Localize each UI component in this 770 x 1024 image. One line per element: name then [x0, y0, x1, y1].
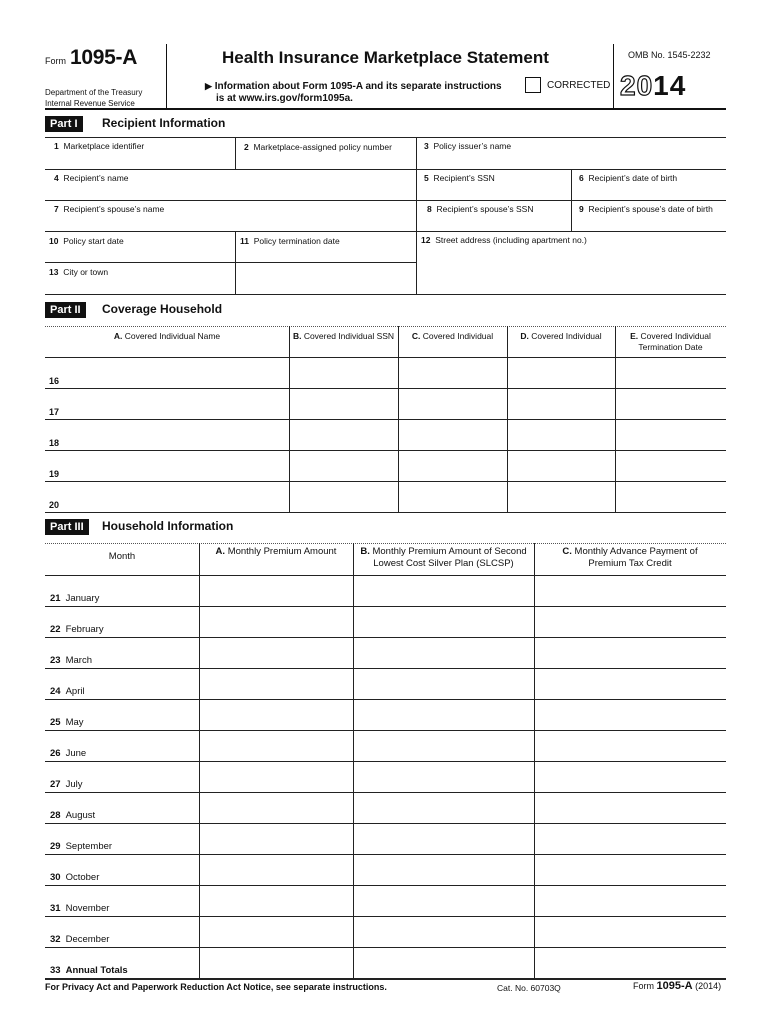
field-num: 1 [54, 141, 59, 151]
field-marketplace-identifier[interactable] [54, 141, 144, 151]
p3-top-rule [45, 543, 726, 544]
month-name: February [65, 624, 104, 635]
p2-row-num: 17 [49, 407, 60, 417]
p3-row-rule [45, 730, 726, 731]
p2-row-rule [45, 481, 726, 482]
p2-row-rule [45, 512, 726, 513]
col-letter: E. [630, 331, 639, 341]
field-num: 12 [421, 235, 431, 245]
month-row-annual-totals [50, 965, 128, 976]
p3-col-a [199, 546, 353, 558]
col-letter: C. [562, 546, 572, 557]
p3-row-rule [45, 947, 726, 948]
col-letter: A. [215, 546, 226, 557]
p3-bottom-rule [45, 978, 726, 980]
tax-year [620, 70, 686, 102]
catalog-number: Cat. No. 60703Q [497, 983, 561, 993]
p3-row-rule [45, 637, 726, 638]
field-label: City or town [63, 267, 109, 277]
field-num: 7 [54, 204, 59, 214]
field-spouse-name[interactable] [54, 204, 164, 214]
col-label2: Premium Tax Credit [588, 558, 672, 569]
row-num: 24 [50, 686, 61, 697]
row-num: 32 [50, 934, 61, 945]
field-spouse-ssn[interactable] [427, 204, 533, 214]
field-spouse-dob[interactable] [579, 204, 713, 214]
col-label: Monthly Advance Payment of [574, 546, 698, 557]
field-recipient-ssn[interactable] [424, 173, 495, 183]
month-name: May [65, 717, 84, 728]
row-num: 27 [50, 779, 61, 790]
col-label: Covered Individual [640, 331, 711, 341]
p2-col-b [289, 331, 398, 342]
p3-head-rule [45, 575, 726, 576]
month-row-june [50, 748, 86, 759]
info-line1: Information about Form 1095-A and its separate instructions [214, 81, 502, 92]
col-label: Monthly Premium Amount of Second [372, 546, 527, 557]
info-line2: is at www.irs.gov/form1095a. [216, 93, 353, 104]
corrected-checkbox[interactable] [525, 77, 541, 93]
form-word: Form [45, 56, 66, 66]
field-num: 3 [424, 141, 429, 151]
field-label: Policy termination date [253, 236, 340, 246]
field-policy-termination[interactable] [240, 236, 340, 246]
p1-rule [45, 200, 726, 201]
p1-rule [45, 262, 416, 263]
col-label2: Lowest Cost Silver Plan (SLCSP) [373, 558, 514, 569]
p3-col-month: Month [108, 551, 136, 562]
col-letter: C. [411, 331, 421, 341]
field-label: Recipient’s spouse’s date of birth [588, 204, 713, 214]
corrected-label: CORRECTED [547, 80, 611, 91]
footer-form-word: Form [633, 981, 654, 991]
p2-col-d [507, 331, 615, 342]
month-row-march [50, 655, 92, 666]
part1-title: Recipient Information [102, 116, 226, 130]
form-title: Health Insurance Marketplace Statement [222, 48, 549, 67]
p3-row-rule [45, 606, 726, 607]
month-name: April [65, 686, 85, 697]
part2-badge: Part II [45, 302, 86, 318]
p2-head-rule [45, 357, 726, 358]
omb-number: OMB No. 1545-2232 [628, 50, 711, 60]
row-num: 31 [50, 903, 61, 914]
col-label: Monthly Premium Amount [227, 546, 337, 557]
month-name: March [65, 655, 92, 666]
month-row-august [50, 810, 95, 821]
privacy-notice: For Privacy Act and Paperwork Reduction Act Notice, see separate instructions. [45, 982, 387, 992]
p1-divider [416, 137, 417, 294]
month-row-february [50, 624, 104, 635]
p1-divider [235, 231, 236, 294]
p3-row-rule [45, 916, 726, 917]
field-label: Marketplace-assigned policy number [253, 142, 392, 152]
p3-row-rule [45, 792, 726, 793]
row-num: 26 [50, 748, 61, 759]
month-row-july [50, 779, 82, 790]
field-num: 8 [427, 204, 432, 214]
field-num: 2 [244, 142, 249, 152]
arrow-right-icon: ▶ [205, 81, 212, 91]
field-street-address[interactable] [421, 235, 587, 245]
p3-row-rule [45, 854, 726, 855]
p1-rule [45, 294, 726, 295]
row-num: 29 [50, 841, 61, 852]
part3-badge: Part III [45, 519, 89, 535]
p3-col-c [534, 546, 726, 570]
field-num: 10 [49, 236, 59, 246]
field-recipient-name[interactable] [54, 173, 129, 183]
field-num: 4 [54, 173, 59, 183]
field-label: Recipient’s spouse’s SSN [436, 204, 534, 214]
instructions-info [205, 80, 525, 105]
form-number: 1095-A [70, 46, 138, 69]
field-label: Recipient’s date of birth [588, 173, 678, 183]
p1-rule [45, 137, 726, 138]
month-name: November [65, 903, 110, 914]
col-letter: A. [113, 331, 123, 341]
month-name: October [65, 872, 100, 883]
part2-title: Coverage Household [102, 302, 223, 316]
p1-divider [235, 137, 236, 169]
field-policy-number[interactable] [244, 142, 392, 152]
col-label: Covered Individual [422, 331, 494, 341]
footer-form-id [633, 980, 721, 992]
p1-rule [45, 169, 726, 170]
header-divider-right [613, 44, 614, 108]
row-num: 30 [50, 872, 61, 883]
p2-top-rule [45, 326, 726, 327]
month-name: January [65, 593, 100, 604]
month-row-october [50, 872, 99, 883]
field-policy-start[interactable] [49, 236, 124, 246]
field-label: Recipient’s name [63, 173, 129, 183]
month-row-may [50, 717, 84, 728]
p3-row-rule [45, 668, 726, 669]
month-name: Annual Totals [65, 965, 128, 976]
part3-title: Household Information [102, 519, 234, 533]
p2-row-rule [45, 450, 726, 451]
field-label: Street address (including apartment no.) [435, 235, 587, 245]
p3-row-rule [45, 823, 726, 824]
month-name: July [65, 779, 83, 790]
col-letter: B. [292, 331, 302, 341]
col-label: Covered Individual SSN [303, 331, 395, 341]
p3-row-rule [45, 761, 726, 762]
field-num: 9 [579, 204, 584, 214]
department [45, 87, 165, 109]
field-num: 5 [424, 173, 429, 183]
field-label: Policy start date [63, 236, 124, 246]
field-label: Recipient’s spouse’s name [63, 204, 165, 214]
p2-row-num: 16 [49, 376, 60, 386]
department-line2: Internal Revenue Service [45, 99, 135, 108]
p2-row-rule [45, 388, 726, 389]
field-city[interactable] [49, 267, 108, 277]
tax-year-outline: 20 [620, 70, 654, 101]
p2-row-num: 20 [49, 500, 60, 510]
month-row-november [50, 903, 109, 914]
month-row-january [50, 593, 99, 604]
field-label: Marketplace identifier [63, 141, 145, 151]
month-row-december [50, 934, 109, 945]
month-row-april [50, 686, 85, 697]
field-label: Recipient’s SSN [433, 173, 495, 183]
row-num: 22 [50, 624, 61, 635]
p3-row-rule [45, 699, 726, 700]
col-letter: B. [360, 546, 370, 557]
field-recipient-dob[interactable] [579, 173, 677, 183]
p1-divider [571, 169, 572, 231]
p2-row-num: 19 [49, 469, 60, 479]
p1-rule [45, 231, 726, 232]
month-row-september [50, 841, 112, 852]
footer-form-year: (2014) [695, 981, 722, 991]
header-divider-left [166, 44, 167, 108]
row-num: 21 [50, 593, 61, 604]
field-policy-issuer[interactable] [424, 141, 511, 151]
department-line1: Department of the Treasury [45, 88, 143, 97]
p2-row-num: 18 [49, 438, 60, 448]
month-name: September [65, 841, 113, 852]
col-label2: Termination Date [638, 342, 703, 352]
tax-year-bold: 14 [653, 70, 687, 101]
month-name: June [65, 748, 87, 759]
field-num: 11 [240, 236, 249, 246]
field-label: Policy issuer’s name [433, 141, 512, 151]
footer-form-number: 1095-A [656, 980, 693, 992]
part1-badge: Part I [45, 116, 83, 132]
col-letter: D. [520, 331, 529, 341]
row-num: 33 [50, 965, 61, 976]
field-num: 13 [49, 267, 59, 277]
p2-col-c [398, 331, 507, 342]
col-label: Covered Individual Name [124, 331, 221, 341]
p2-col-e [615, 331, 726, 353]
p3-col-b [353, 546, 534, 570]
month-name: December [65, 934, 110, 945]
p3-row-rule [45, 885, 726, 886]
month-name: August [65, 810, 96, 821]
p2-col-a [45, 331, 289, 342]
row-num: 23 [50, 655, 61, 666]
row-num: 28 [50, 810, 61, 821]
field-num: 6 [579, 173, 584, 183]
p2-row-rule [45, 419, 726, 420]
row-num: 25 [50, 717, 61, 728]
col-label: Covered Individual [531, 331, 602, 341]
header-bottom-rule [45, 108, 726, 110]
